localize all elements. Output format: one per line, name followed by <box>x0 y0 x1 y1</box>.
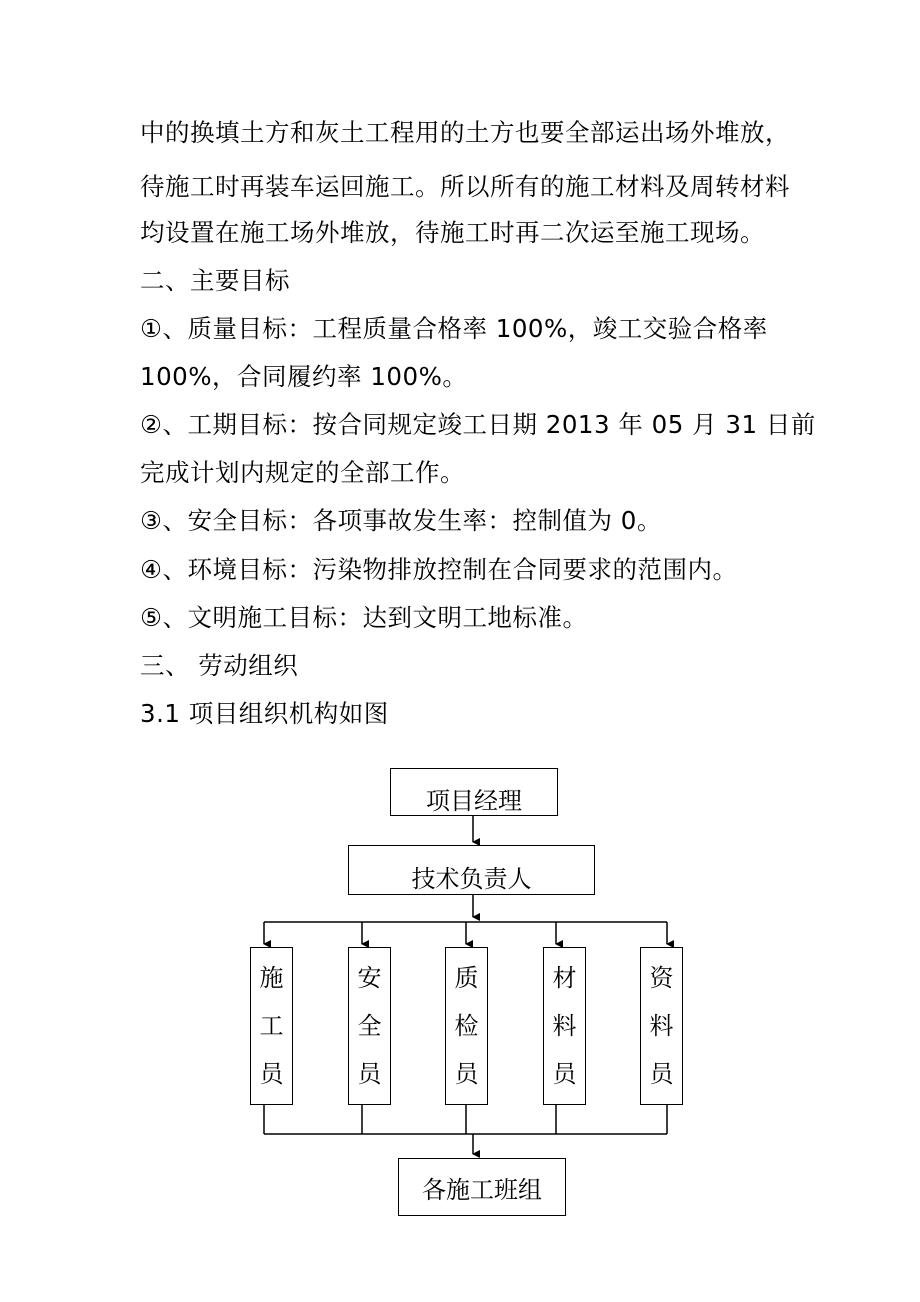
staff-char: 施 <box>259 964 284 992</box>
project-manager-label: 项目经理 <box>426 786 522 815</box>
section-heading: 二、主要目标 <box>140 266 290 295</box>
staff-box-construction <box>250 947 293 1105</box>
paragraph-line: ⑤、文明施工目标：达到文明工地标准。 <box>140 603 588 632</box>
staff-char: 检 <box>454 1012 479 1040</box>
staff-char: 员 <box>259 1060 284 1088</box>
staff-char: 员 <box>454 1060 479 1088</box>
staff-char: 全 <box>357 1012 382 1040</box>
paragraph-line: 中的换填土方和灰土工程用的土方也要全部运出场外堆放， <box>140 118 790 147</box>
staff-char: 工 <box>259 1012 284 1040</box>
staff-char: 料 <box>649 1012 674 1040</box>
staff-box-safety <box>348 947 391 1105</box>
technical-lead-box <box>348 845 595 895</box>
staff-char: 资 <box>649 964 674 992</box>
paragraph-line: ②、工期目标：按合同规定竣工日期 2013 年 05 月 31 日前 <box>140 410 816 439</box>
section-heading: 三、 劳动组织 <box>140 651 299 680</box>
technical-lead-label: 技术负责人 <box>411 864 532 893</box>
project-manager-box <box>390 768 558 816</box>
staff-char: 安 <box>357 964 382 992</box>
paragraph-line: ④、环境目标：污染物排放控制在合同要求的范围内。 <box>140 555 738 584</box>
work-teams-label: 各施工班组 <box>422 1175 542 1204</box>
staff-box-documents <box>640 947 683 1105</box>
staff-box-quality <box>445 947 488 1105</box>
staff-char: 员 <box>552 1060 577 1088</box>
paragraph-line: 100%，合同履约率 100%。 <box>140 362 468 391</box>
paragraph-line: ③、安全目标：各项事故发生率：控制值为 0。 <box>140 506 662 535</box>
staff-char: 材 <box>552 964 577 992</box>
subsection-heading: 3.1 项目组织机构如图 <box>140 699 389 728</box>
staff-char: 质 <box>454 964 479 992</box>
work-teams-box <box>398 1158 566 1216</box>
paragraph-line: 均设置在施工场外堆放，待施工时再二次运至施工现场。 <box>140 218 765 247</box>
paragraph-line: 待施工时再装车运回施工。所以所有的施工材料及周转材料 <box>140 172 790 201</box>
staff-char: 料 <box>552 1012 577 1040</box>
staff-box-materials <box>543 947 586 1105</box>
staff-char: 员 <box>649 1060 674 1088</box>
paragraph-line: ①、质量目标：工程质量合格率 100%，竣工交验合格率 <box>140 314 768 343</box>
staff-char: 员 <box>357 1060 382 1088</box>
paragraph-line: 完成计划内规定的全部工作。 <box>140 458 465 487</box>
